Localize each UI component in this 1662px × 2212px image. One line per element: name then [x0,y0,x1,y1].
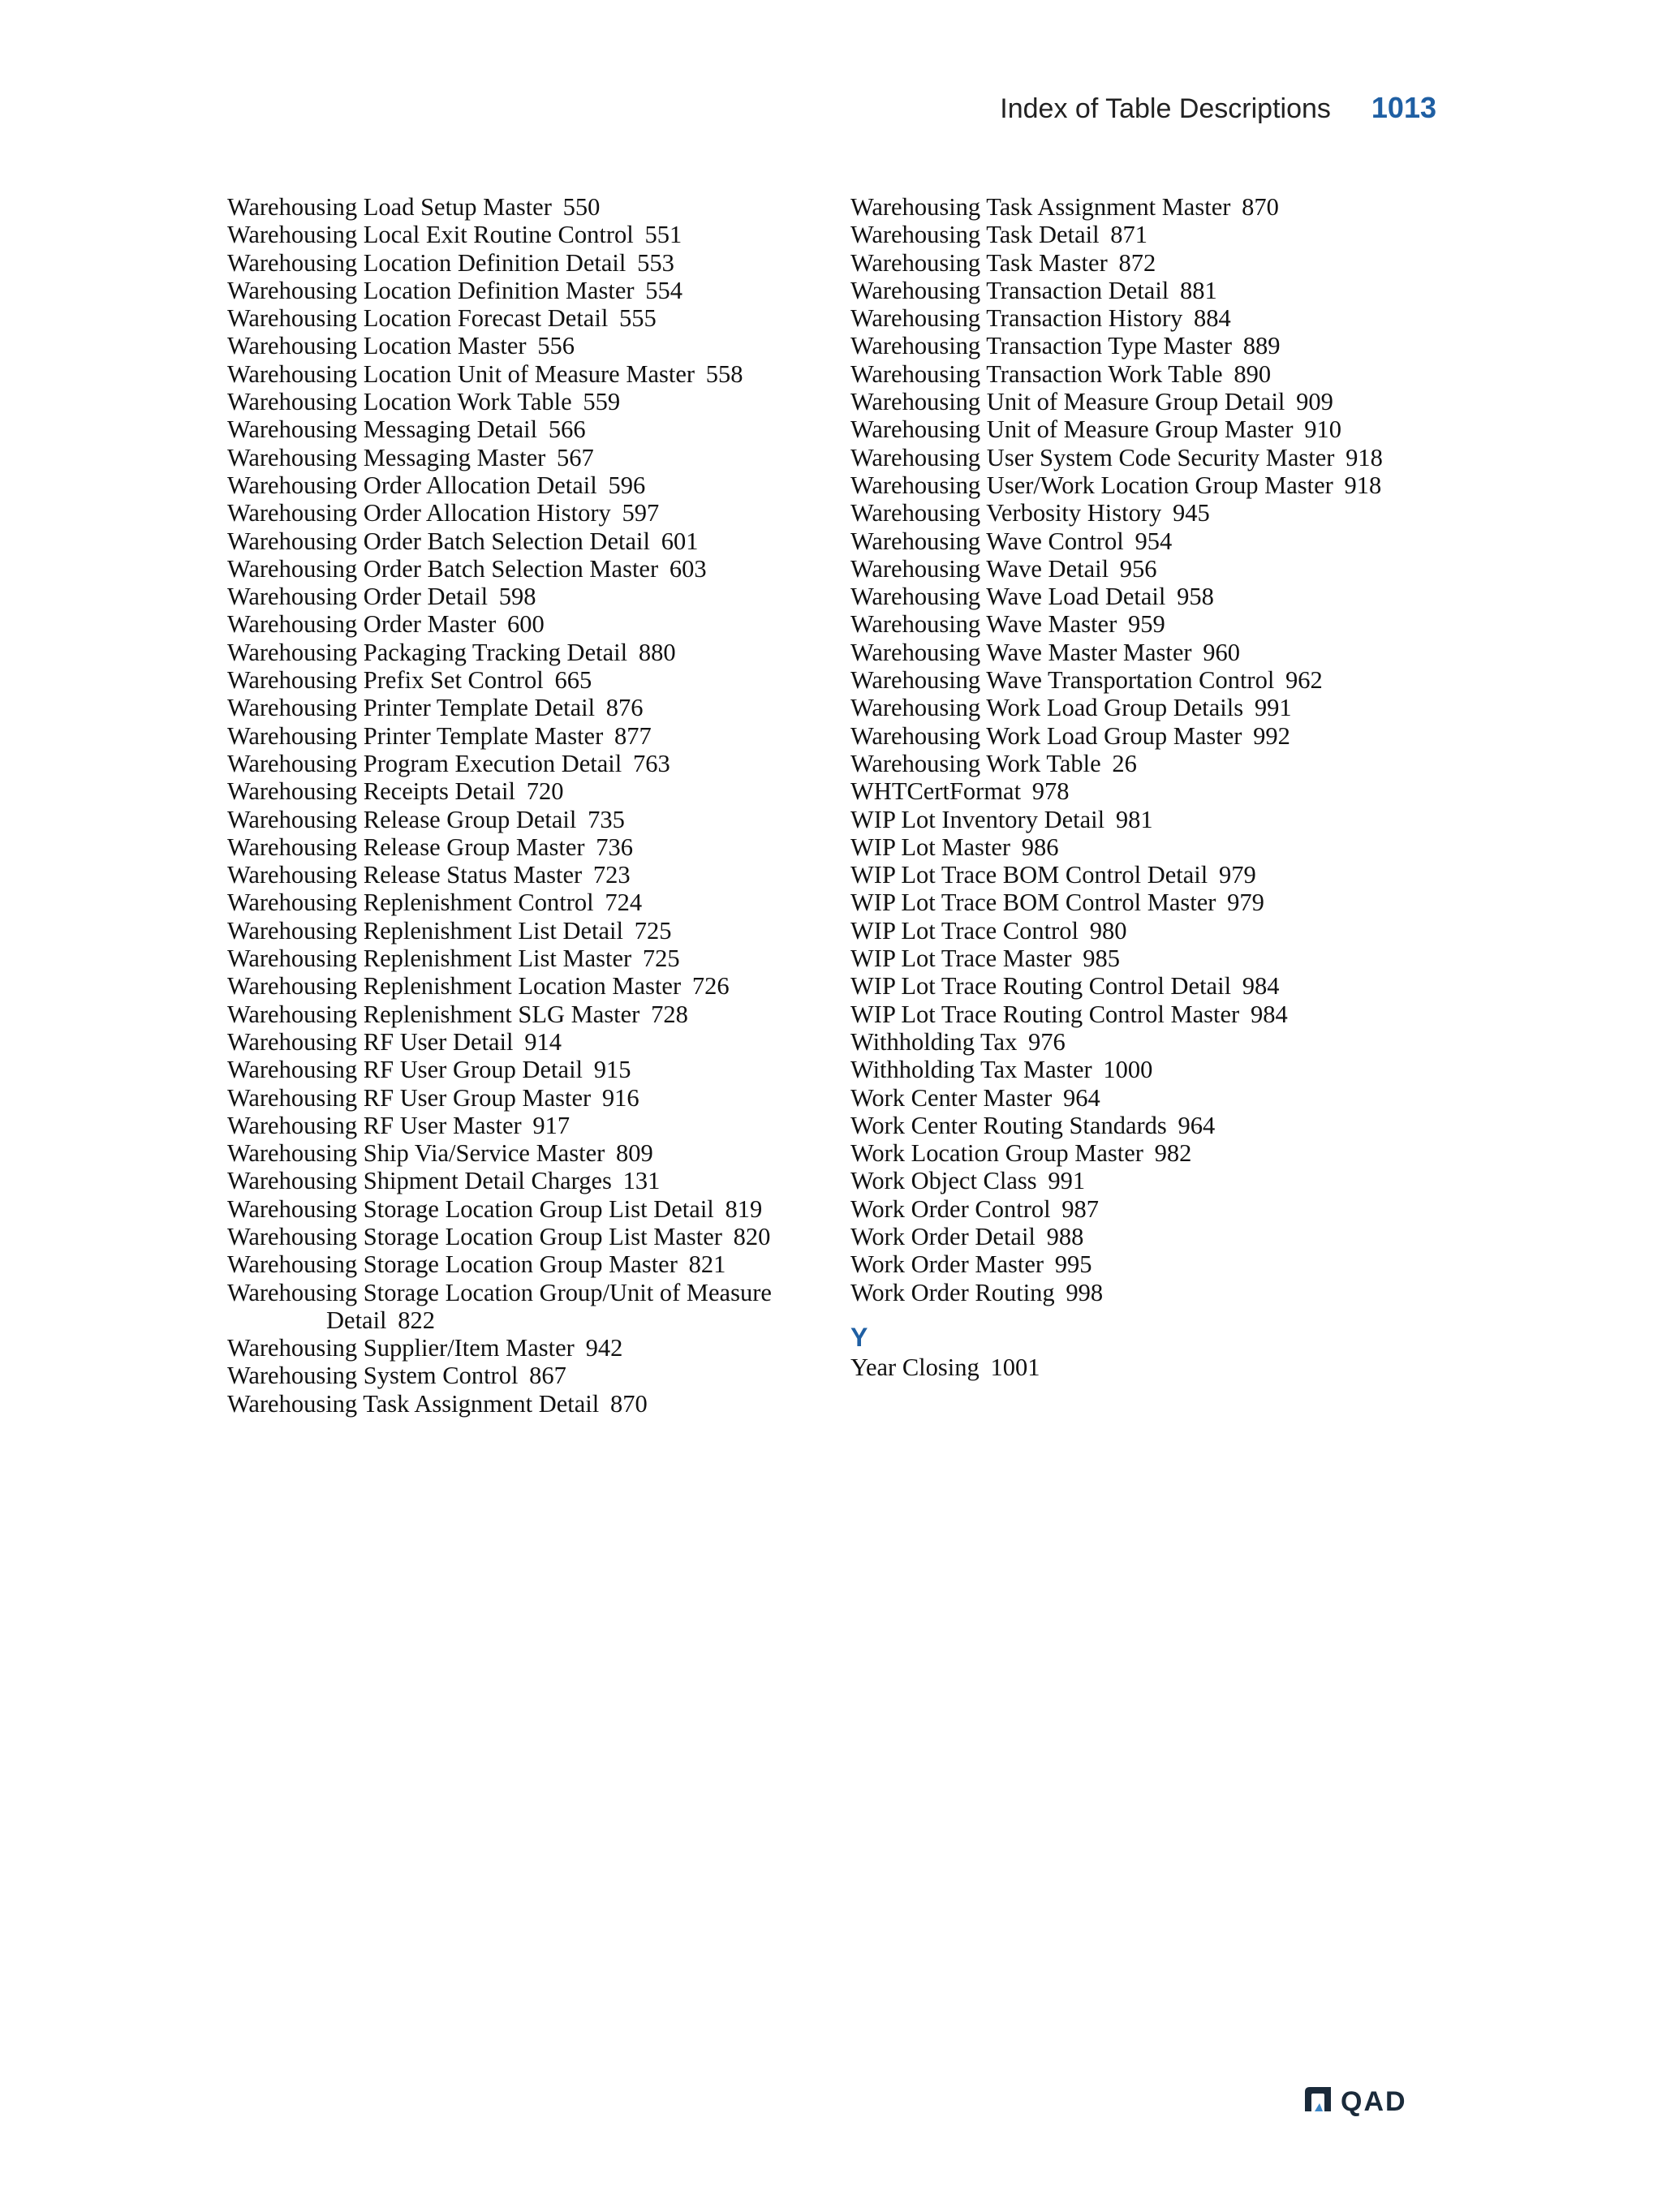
index-entry-page: 555 [619,304,657,333]
index-entry-name: Warehousing Wave Master [850,610,1117,639]
index-entry-name: Warehousing Ship Via/Service Master [227,1139,605,1168]
index-entry [850,945,1419,972]
index-entry [850,1167,1419,1194]
index-entry-page: 596 [608,471,646,499]
index-entry [850,221,1419,248]
index-entry-page: 556 [537,332,575,360]
index-entry-page: 987 [1061,1194,1100,1223]
index-entry-name: Warehousing Wave Control [850,527,1124,555]
index-entry [850,1195,1419,1223]
index-entry-page: 984 [1242,972,1280,1001]
index-entry [850,666,1419,694]
left-entry-list-after [227,1334,844,1418]
index-entry [850,639,1419,666]
index-entry-wrapped [227,1279,844,1335]
index-entry-name: Work Object Class [850,1167,1037,1195]
index-entry [850,1112,1419,1139]
index-entry-page: 964 [1062,1083,1100,1112]
index-entry [227,639,844,666]
index-entry-name: Withholding Tax [850,1027,1018,1056]
index-entry-page: 871 [1110,221,1148,249]
index-entry [227,722,844,750]
index-entry [850,777,1419,805]
index-entry-name: Warehousing User System Code Security Master [850,443,1335,471]
index-entry-page: 917 [532,1111,571,1139]
index-entry-name: Warehousing Order Batch Selection Detail [227,527,650,555]
index-entry-page: 909 [1296,388,1333,416]
index-entry-page: 559 [583,388,621,416]
index-entry-name: Warehousing Supplier/Item Master [227,1334,575,1362]
index-entry-page: 822 [398,1306,435,1334]
index-entry-name: Warehousing Program Execution Detail [227,749,622,777]
index-entry-name: Work Center Routing Standards [850,1111,1167,1139]
index-entry [850,555,1419,583]
index-entry [850,750,1419,777]
index-entry [850,972,1419,1000]
index-entry-page: 985 [1083,945,1120,973]
index-entry [227,806,844,833]
index-entry-name: Warehousing Prefix Set Control [227,666,544,695]
index-entry-name: Warehousing Order Master [227,610,497,639]
index-entry-page: 984 [1250,1000,1288,1028]
index-entry-page: 726 [691,972,730,1001]
index-entry-name: Withholding Tax Master [850,1056,1092,1084]
index-entry-name: Warehousing RF User Group Detail [227,1056,583,1084]
index-entry [227,304,844,332]
index-entry [850,861,1419,889]
index-entry-page: 819 [725,1194,763,1223]
index-entry-name: WIP Lot Trace Routing Control Master [850,1000,1240,1028]
index-entry-page: 915 [593,1056,631,1084]
index-entry [227,861,844,889]
index-entry [227,1167,844,1194]
index-entry-page: 958 [1177,583,1214,611]
index-entry [850,833,1419,861]
index-entry-page: 554 [645,276,682,304]
section-letter-y: Y [850,1322,868,1352]
index-entry-page: 725 [642,945,680,973]
index-entry [227,1001,844,1028]
index-entry-page: 26 [1112,749,1137,777]
index-entry-page: 995 [1054,1250,1092,1279]
index-entry-name: Warehousing Local Exit Routine Control [227,221,634,249]
index-entry-name: Warehousing Transaction Work Table [850,359,1223,388]
index-entry-page: 890 [1234,359,1272,388]
index-entry-page: 551 [644,221,682,249]
running-header-title: Index of Table Descriptions [1000,93,1331,124]
index-entry-name: Warehousing Location Definition Detail [227,248,626,277]
index-entry [850,1028,1419,1056]
index-entry-name: Warehousing Wave Detail [850,554,1109,583]
index-entry-name: Work Order Control [850,1194,1051,1223]
index-entry [850,1279,1419,1306]
index-entry-name: Warehousing Order Batch Selection Master [227,554,659,583]
index-entry [850,1139,1419,1167]
index-entry-name: Warehousing Wave Transportation Control [850,666,1275,695]
index-entry-page: 914 [524,1027,562,1056]
index-entry [227,583,844,610]
index-entry-name: Warehousing Load Setup Master [227,193,552,221]
index-entry [850,360,1419,388]
index-entry [227,1112,844,1139]
index-entry-continuation [227,1306,844,1334]
index-entry-name: Warehousing Location Forecast Detail [227,304,609,333]
index-entry [850,499,1419,527]
index-entry-name: WIP Lot Master [850,833,1011,861]
index-entry-page: 809 [615,1139,653,1168]
index-entry [227,471,844,499]
qad-logo [1303,2084,1417,2116]
index-entry-page: 956 [1119,554,1157,583]
index-entry-name: Warehousing Verbosity History [850,499,1162,527]
index-entry-name: Warehousing Order Detail [227,583,489,611]
index-entry [227,499,844,527]
index-entry [227,1362,844,1389]
index-entry-page: 954 [1135,527,1173,555]
index-entry-page: 870 [1242,193,1279,221]
index-entry-name: Warehousing Location Work Table [227,388,572,416]
index-entry-page: 880 [638,638,676,666]
index-entry-name: Warehousing Printer Template Master [227,721,604,750]
index-entry [227,1250,844,1278]
index-entry [227,666,844,694]
index-entry [850,193,1419,221]
index-entry [227,1056,844,1083]
index-entry-page: 945 [1173,499,1210,527]
index-entry [227,917,844,945]
index-entry-name: Warehousing Order Allocation Detail [227,471,597,499]
index-entry-name: Warehousing Work Table [850,749,1101,777]
index-entry-name: Warehousing Shipment Detail Charges [227,1167,612,1195]
right-entry-list [850,193,1419,1306]
index-entry [227,750,844,777]
index-entry-page: 872 [1118,248,1156,277]
index-entry [850,1353,1419,1381]
index-entry [227,945,844,972]
left-entry-list [227,193,844,1279]
index-entry [850,722,1419,750]
index-entry-continuation-text: Detail [326,1306,387,1334]
index-entry-name: WIP Lot Trace Control [850,916,1079,945]
index-entry [850,332,1419,359]
index-entry-name: Work Center Master [850,1083,1053,1112]
index-entry-page: 558 [705,359,743,388]
index-entry-page: 566 [548,415,586,444]
index-entry-page: 918 [1344,471,1382,499]
index-entry-page: 728 [651,1000,688,1028]
index-entry [850,889,1419,916]
index-entry-name: Warehousing RF User Group Master [227,1083,592,1112]
index-entry-name: Warehousing Messaging Detail [227,415,538,444]
index-entry [850,583,1419,610]
index-entry-name: Warehousing Transaction Type Master [850,332,1233,360]
index-entry-name: WIP Lot Trace Master [850,945,1072,973]
index-entry-name: Warehousing Storage Location Group List Detail [227,1194,714,1223]
index-entry-page: 988 [1046,1222,1084,1250]
index-entry-page: 665 [554,666,592,695]
index-entry-page: 736 [596,833,633,861]
index-entry [850,1250,1419,1278]
index-entry [227,221,844,248]
index-entry-name: Warehousing Replenishment Control [227,889,594,917]
index-entry-name: Work Order Routing [850,1278,1055,1306]
index-entry-name: Warehousing Transaction History [850,304,1183,333]
index-entry-page: 979 [1218,861,1256,889]
index-entry-page: 991 [1254,694,1292,722]
section-y-entry-list [850,1353,1419,1381]
index-entry-name: Warehousing Release Group Detail [227,805,577,833]
index-entry-page: 991 [1048,1167,1086,1195]
index-entry-name: Warehousing Task Assignment Detail [227,1389,600,1418]
index-entry-name: Warehousing Storage Location Group List Master [227,1222,722,1250]
index-entry-page: 979 [1227,889,1264,917]
index-entry-page: 735 [588,805,625,833]
index-entry-name: Warehousing Release Status Master [227,861,583,889]
index-entry [227,1223,844,1250]
index-entry-page: 884 [1193,304,1231,333]
index-entry [850,444,1419,471]
index-entry-page: 976 [1028,1027,1066,1056]
index-entry [850,1001,1419,1028]
index-entry [227,444,844,471]
index-entry-name: Warehousing Replenishment List Detail [227,916,623,945]
index-entry-name: Warehousing Replenishment List Master [227,945,632,973]
index-column-left [227,193,844,1418]
index-entry-page: 981 [1115,805,1153,833]
index-entry [227,1334,844,1362]
index-entry-name: Warehousing RF User Master [227,1111,522,1139]
index-entry-page: 725 [634,916,672,945]
index-entry-page: 881 [1180,276,1217,304]
index-entry-page: 910 [1304,415,1342,444]
index-entry-page: 889 [1242,332,1281,360]
index-entry-page: 598 [498,583,536,611]
index-entry [227,388,844,415]
qad-logo-icon [1303,2084,1417,2116]
index-entry [850,388,1419,415]
index-entry [850,304,1419,332]
index-entry-page: 1001 [990,1353,1040,1381]
index-entry-name: Warehousing Task Master [850,248,1108,277]
index-entry-page: 720 [526,777,564,806]
qad-logo-text: QAD [1341,2086,1407,2116]
index-entry-page: 980 [1089,916,1127,945]
index-entry [850,277,1419,304]
index-entry-page: 867 [529,1362,566,1390]
index-entry-page: 820 [733,1222,771,1250]
index-entry-name: Warehousing Replenishment SLG Master [227,1000,640,1028]
index-entry-name: Work Location Group Master [850,1139,1143,1168]
index-entry-page: 724 [605,889,643,917]
index-entry-name: Warehousing Unit of Measure Group Master [850,415,1294,444]
index-entry [850,806,1419,833]
index-entry [227,1139,844,1167]
index-entry-page: 550 [562,193,601,221]
index-entry-page: 131 [622,1167,661,1195]
index-entry-name: Warehousing Messaging Master [227,443,546,471]
index-entry [227,833,844,861]
index-entry-page: 978 [1031,777,1070,806]
index-entry-name: Warehousing Location Unit of Measure Master [227,359,695,388]
index-entry-page: 553 [637,248,674,277]
index-entry-name: Warehousing User/Work Location Group Master [850,471,1333,499]
index-entry [227,555,844,583]
index-entry-page: 763 [632,749,670,777]
index-entry [227,193,844,221]
index-entry [227,415,844,443]
index-entry-name: Warehousing Unit of Measure Group Detail [850,388,1285,416]
index-entry-name: Warehousing Location Master [227,332,527,360]
index-entry-name: Warehousing Storage Location Group/Unit of Measure [227,1278,772,1306]
index-entry [850,1223,1419,1250]
index-entry-name: Warehousing Task Assignment Master [850,193,1231,221]
index-entry [850,917,1419,945]
index-entry [227,277,844,304]
index-entry [850,1084,1419,1112]
index-entry-name: Warehousing RF User Detail [227,1027,514,1056]
index-entry-page: 916 [601,1083,639,1112]
index-entry-name: Warehousing Wave Master Master [850,638,1192,666]
index-entry [227,332,844,359]
index-entry-page: 877 [614,721,652,750]
index-entry [227,1195,844,1223]
index-entry [227,694,844,721]
index-entry-page: 959 [1127,610,1165,639]
index-entry-name: Warehousing Work Load Group Master [850,721,1242,750]
index-entry-name: Warehousing Wave Load Detail [850,583,1166,611]
index-entry-name: Work Order Master [850,1250,1044,1279]
index-entry-page: 918 [1346,443,1383,471]
index-entry-name: WHTCertFormat [850,777,1022,806]
index-entry-name: Warehousing Printer Template Detail [227,694,596,722]
index-entry-page: 603 [669,554,707,583]
index-entry [850,694,1419,721]
running-header [1000,91,1436,125]
index-entry [850,471,1419,499]
index-entry-page: 964 [1178,1111,1216,1139]
index-entry-page: 870 [609,1389,648,1418]
index-entry-name: Warehousing Packaging Tracking Detail [227,638,628,666]
index-entry-name: Warehousing Order Allocation History [227,499,611,527]
index-entry [850,249,1419,277]
index-entry-page: 998 [1066,1278,1104,1306]
index-entry [227,889,844,916]
index-entry [227,1028,844,1056]
index-entry-page: 992 [1253,721,1290,750]
index-entry [227,360,844,388]
index-entry-page: 1000 [1103,1056,1153,1084]
index-entry-name: Work Order Detail [850,1222,1036,1250]
index-entry [227,1390,844,1418]
index-entry-name: WIP Lot Inventory Detail [850,805,1105,833]
index-entry-page: 600 [506,610,545,639]
index-entry-name: Warehousing Transaction Detail [850,276,1169,304]
index-entry [227,972,844,1000]
index-entry-name: Year Closing [850,1353,980,1381]
index-entry-name: Warehousing Receipts Detail [227,777,515,806]
index-entry [227,777,844,805]
index-entry-name: Warehousing Task Detail [850,221,1100,249]
index-entry-page: 723 [592,861,631,889]
index-entry-page: 567 [557,443,594,471]
index-entry-name: Warehousing Location Definition Master [227,276,635,304]
index-entry [850,415,1419,443]
index-entry-name: Warehousing Work Load Group Details [850,694,1244,722]
index-column-right [850,193,1419,1381]
index-entry-page: 986 [1021,833,1059,861]
index-entry-name: Warehousing System Control [227,1362,519,1390]
index-entry-name: Warehousing Storage Location Group Master [227,1250,678,1279]
index-entry-page: 982 [1154,1139,1192,1168]
index-entry-name: Warehousing Release Group Master [227,833,585,861]
index-entry-page: 960 [1203,638,1241,666]
index-entry-name: WIP Lot Trace Routing Control Detail [850,972,1232,1001]
index-entry-page: 821 [688,1250,726,1279]
index-entry [850,610,1419,638]
index-entry-name: Warehousing Replenishment Location Master [227,972,682,1001]
index-entry [227,527,844,555]
index-entry-page: 942 [585,1334,623,1362]
index-entry-page: 962 [1285,666,1323,695]
index-entry [227,249,844,277]
index-entry-name: WIP Lot Trace BOM Control Detail [850,861,1208,889]
index-entry [227,1084,844,1112]
index-entry-page: 601 [661,527,699,555]
page-number: 1013 [1371,91,1436,124]
index-entry [850,527,1419,555]
index-entry-name: WIP Lot Trace BOM Control Master [850,889,1216,917]
index-entry-page: 876 [605,694,644,722]
index-entry [850,1056,1419,1083]
index-entry [227,610,844,638]
index-entry-page: 597 [622,499,660,527]
